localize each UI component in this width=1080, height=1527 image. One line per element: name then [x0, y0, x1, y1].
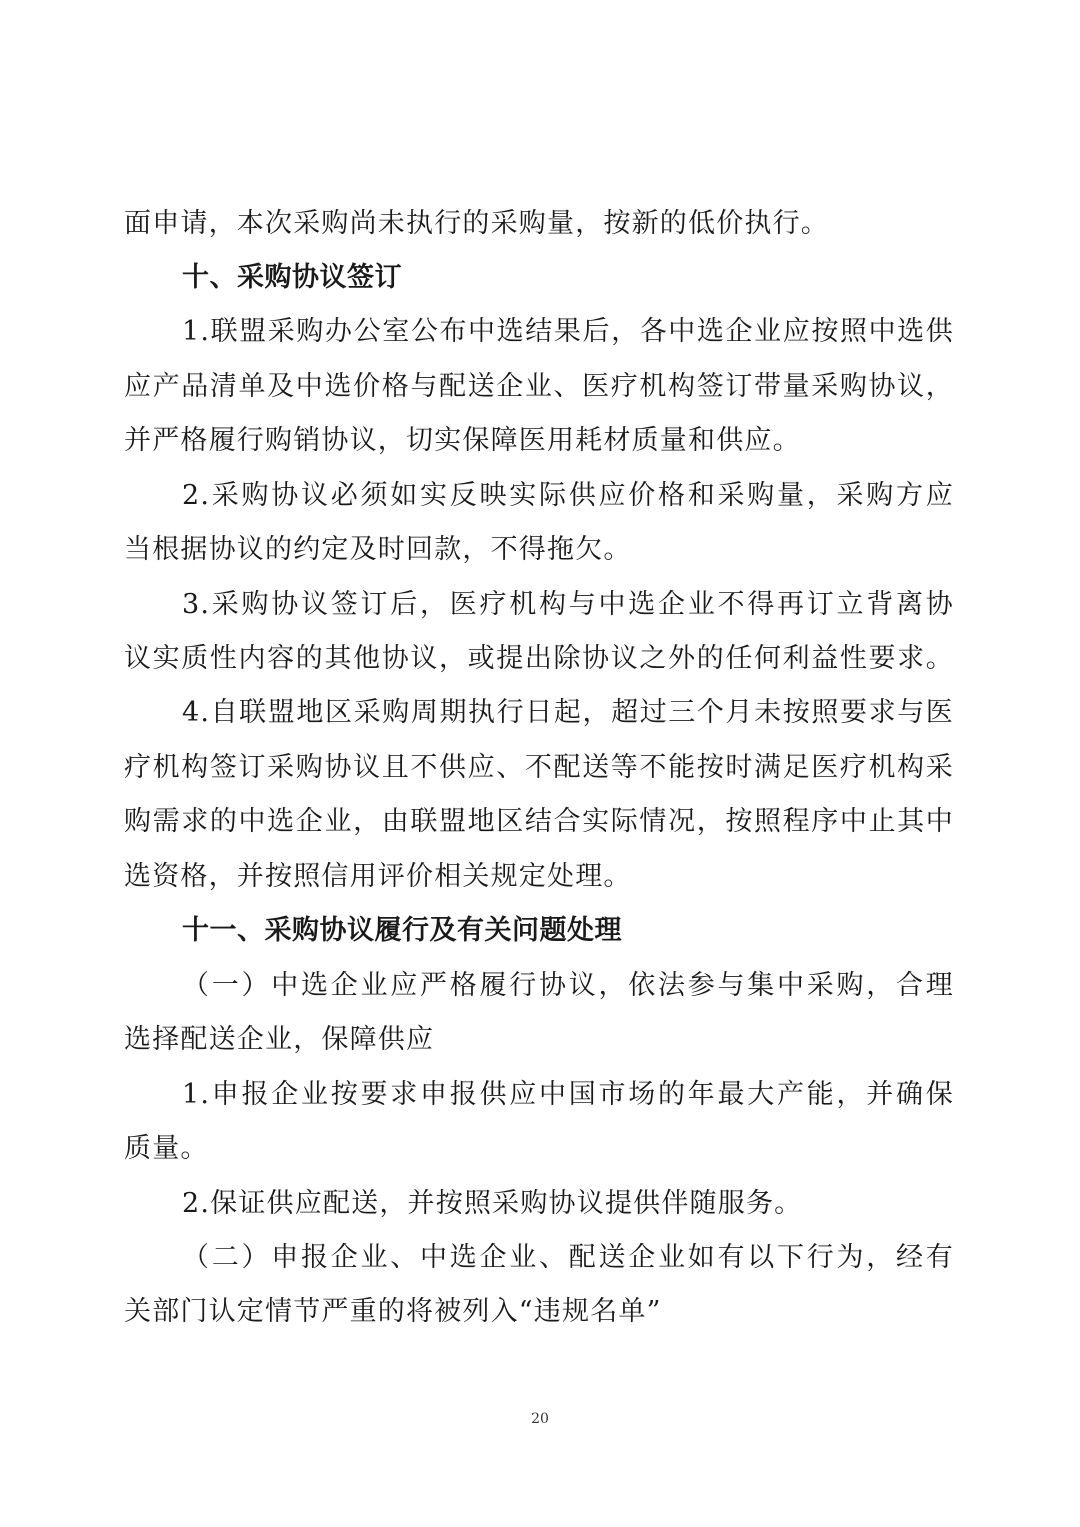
paragraph-line: 议实质性内容的其他协议，或提出除协议之外的任何利益性要求。 — [124, 643, 954, 674]
section-heading-10: 十、采购协议签订 — [182, 262, 402, 293]
paragraph-line: 质量。 — [124, 1133, 209, 1164]
paragraph-line: 当根据协议的约定及时回款，不得拖欠。 — [124, 534, 632, 565]
paragraph-line: 2.保证供应配送，并按照采购协议提供伴随服务。 — [182, 1188, 803, 1219]
paragraph-line: 疗机构签订采购协议且不供应、不配送等不能按时满足医疗机构采 — [124, 752, 954, 783]
subsection-heading-line: 选择配送企业，保障供应 — [124, 1024, 435, 1055]
paragraph-line: 1.联盟采购办公室公布中选结果后，各中选企业应按照中选供 — [182, 316, 954, 347]
paragraph-line: 应产品清单及中选价格与配送企业、医疗机构签订带量采购协议， — [124, 371, 954, 402]
paragraph-line: 面申请，本次采购尚未执行的采购量，按新的低价执行。 — [124, 208, 829, 239]
subsection-heading-line: （一）中选企业应严格履行协议，依法参与集中采购，合理 — [182, 970, 954, 1001]
paragraph-line: 2.采购协议必须如实反映实际供应价格和采购量，采购方应 — [182, 480, 954, 511]
subsection-heading-line: 关部门认定情节严重的将被列入“违规名单” — [124, 1296, 662, 1327]
paragraph-line: 选资格，并按照信用评价相关规定处理。 — [124, 861, 632, 892]
subsection-heading-line: （二）申报企业、中选企业、配送企业如有以下行为，经有 — [182, 1242, 954, 1273]
paragraph-line: 并严格履行购销协议，切实保障医用耗材质量和供应。 — [124, 425, 801, 456]
paragraph-line: 4.自联盟地区采购周期执行日起，超过三个月未按照要求与医 — [182, 697, 954, 728]
paragraph-line: 1.申报企业按要求申报供应中国市场的年最大产能，并确保 — [182, 1079, 954, 1110]
paragraph-line: 3.采购协议签订后，医疗机构与中选企业不得再订立背离协 — [182, 589, 954, 620]
page-number: 20 — [531, 1411, 549, 1427]
section-heading-11: 十一、采购协议履行及有关问题处理 — [182, 915, 622, 946]
paragraph-line: 购需求的中选企业，由联盟地区结合实际情况，按照程序中止其中 — [124, 806, 954, 837]
